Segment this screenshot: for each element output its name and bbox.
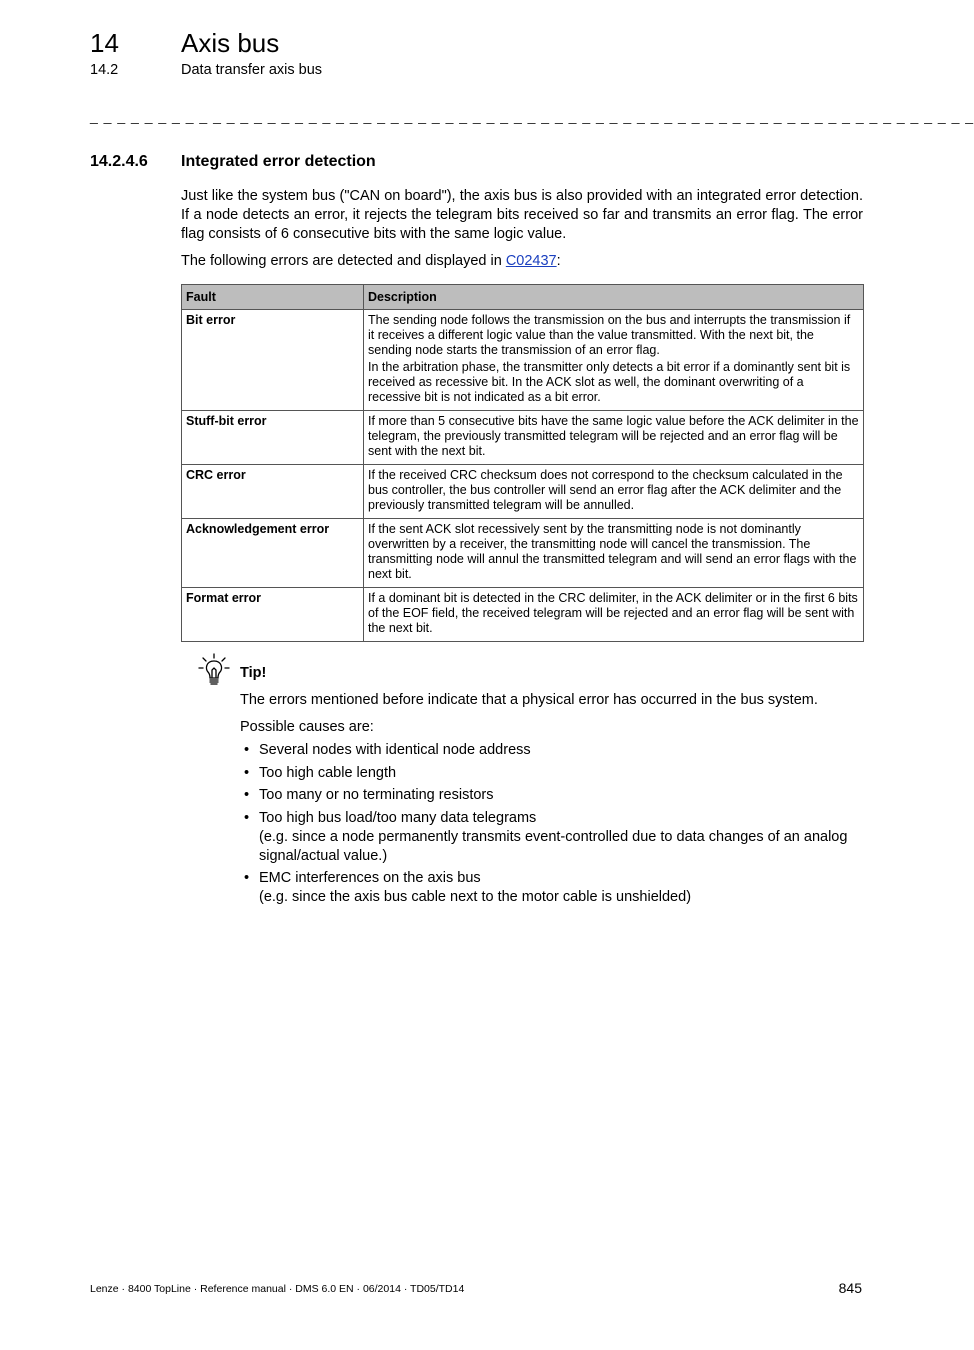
section-title: Integrated error detection	[181, 153, 376, 170]
cause-text: Too high cable length	[259, 764, 397, 781]
code-link[interactable]: C02437	[505, 253, 557, 269]
list-item	[240, 764, 862, 783]
footer-document-info: Lenze · 8400 TopLine · Reference manual · DMS 6.0 EN · 06/2014 · TD05/TD14	[90, 1283, 465, 1295]
cause-text: Too many or no terminating resistors	[259, 787, 494, 803]
cause-text: Too high bus load/too many data telegrams	[259, 809, 537, 826]
fault-name: CRC error	[182, 465, 364, 519]
fault-name: Format error	[182, 588, 364, 642]
fault-description	[364, 310, 864, 411]
subsection-number: 14.2	[90, 62, 119, 78]
fault-name: Acknowledgement error	[182, 519, 364, 588]
fault-description: If more than 5 consecutive bits have the same logic value before the ACK delimiter in the telegram, the previously transmitted telegram will be rejected and an error flag will be sent with the next bit.	[364, 411, 864, 465]
table-row	[182, 519, 864, 588]
lead-paragraph	[181, 253, 561, 269]
cause-note: (e.g. since the axis bus cable next to the motor cable is unshielded)	[259, 889, 692, 905]
bullet: •	[244, 809, 250, 826]
chapter-title: Axis bus	[181, 28, 280, 58]
page-number: 845	[838, 1280, 862, 1296]
bullet: •	[244, 787, 250, 803]
section-number: 14.2.4.6	[90, 153, 148, 170]
fault-name: Bit error	[182, 310, 364, 411]
fault-description: If a dominant bit is detected in the CRC delimiter, in the ACK delimiter or in the first 6 bits of the EOF field, the received telegram will be rejected and an error flag will be sent with the next bit.	[364, 588, 864, 642]
cause-text: EMC interferences on the axis bus	[259, 870, 481, 886]
lead-prefix: The following errors are detected and displayed in	[181, 253, 506, 269]
causes-list	[240, 741, 862, 911]
table-row	[182, 411, 864, 465]
fault-description: If the sent ACK slot recessively sent by the transmitting node is not dominantly overwritten by a receiver, the transmitting node will cancel the transmission. The transmitting node will annul the transmitted telegram and will send an error flags with the next bit.	[364, 519, 864, 588]
fault-description: If the received CRC checksum does not correspond to the checksum calculated in the bus controller, the bus controller will send an error flag after the ACK delimiter and the previously transmitted telegram will be annulled.	[364, 465, 864, 519]
description-paragraph: The sending node follows the transmission on the bus and interrupts the transmission if it receives a different logic value than the value transmitted. With the next bit, the sending node starts the transmission of an error flag.	[368, 313, 851, 357]
list-item	[240, 869, 862, 907]
lightbulb-icon	[198, 653, 232, 687]
table-header-row	[182, 285, 864, 310]
bullet: •	[244, 764, 250, 781]
fault-name: Stuff-bit error	[182, 411, 364, 465]
error-table	[181, 284, 864, 642]
causes-label: Possible causes are:	[240, 719, 374, 735]
bullet: •	[244, 870, 250, 886]
tip-text: The errors mentioned before indicate that a physical error has occurred in the bus system.	[240, 692, 818, 708]
lead-suffix: :	[556, 253, 561, 269]
description-paragraph: In the arbitration phase, the transmitter only detects a bit error if a dominantly sent bit is received as recessive bit. In the ACK slot as well, the dominant overwriting of a recessive bit is not indicated as a bit error.	[368, 360, 851, 404]
table-row	[182, 588, 864, 642]
cause-text: Several nodes with identical node address	[259, 742, 531, 758]
list-item	[240, 809, 862, 866]
bullet: •	[244, 742, 250, 758]
column-header-fault: Fault	[182, 285, 364, 310]
header-separator: _ _ _ _ _ _ _ _ _ _ _ _ _ _ _ _ _ _ _ _ _ _ _ _ _ _ _ _ _ _ _ _ _ _ _ _ _ _ _ _ _ _ _ _ _ _ _ _ _ _ _ _ _ _ _ _ _ _ _ _ _ _ _ _ _	[90, 108, 974, 124]
chapter-number: 14	[90, 28, 119, 58]
list-item	[240, 786, 862, 805]
table-row	[182, 310, 864, 411]
tip-label: Tip!	[240, 665, 267, 681]
table-row	[182, 465, 864, 519]
column-header-description: Description	[364, 285, 864, 310]
intro-paragraph: Just like the system bus ("CAN on board"), the axis bus is also provided with an integrated error detection. If a node detects an error, it rejects the telegram bits received so far and transmits an error flag. The error flag consists of 6 consecutive bits with the same logic value.	[181, 188, 863, 242]
cause-note: (e.g. since a node permanently transmits event-controlled due to data changes of an analog signal/actual value.)	[259, 828, 848, 864]
subsection-title: Data transfer axis bus	[181, 62, 323, 78]
list-item	[240, 741, 862, 760]
